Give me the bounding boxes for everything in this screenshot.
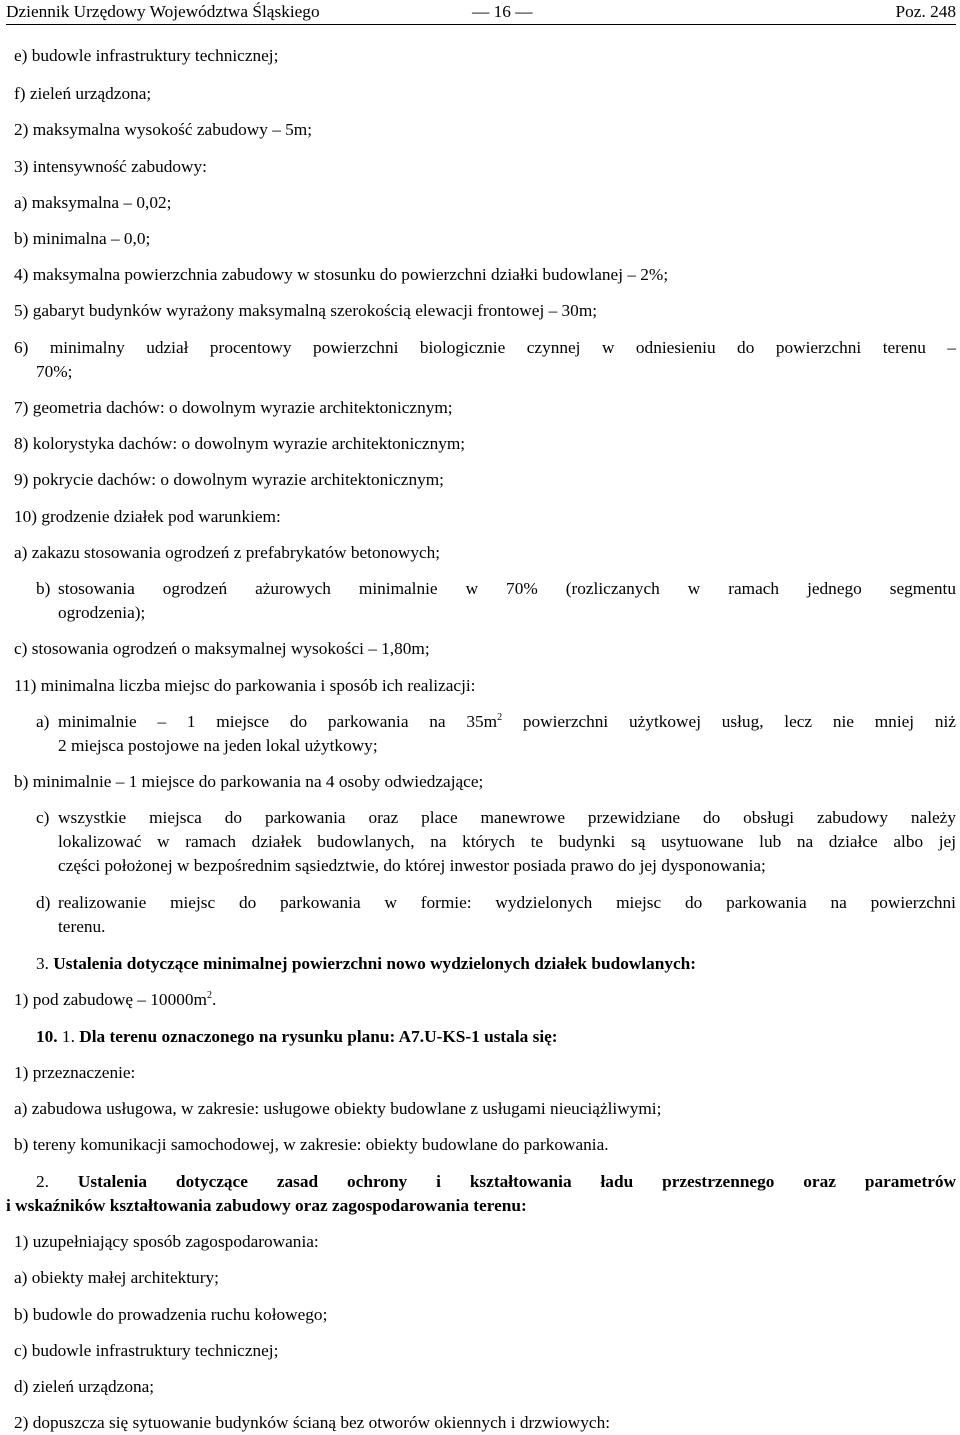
- paragraph-line: stosowania ogrodzeń ażurowych minimalnie w 70% (rozliczanych w ramach jednego segmentu: [58, 579, 956, 598]
- paragraph-line: realizowanie miejsc do parkowania w formie: wydzielonych miejsc do parkowania na powierzchni: [58, 893, 956, 912]
- item-label: d): [36, 893, 51, 912]
- paragraph-line: 2) dopuszcza się sytuowanie budynków ścianą bez otworów okiennych i drzwiowych:: [14, 1413, 611, 1432]
- paragraph-item-6: [14, 336, 956, 384]
- paragraph-line: b) minimalnie – 1 miejsce do parkowania na 4 osoby odwiedzające;: [14, 772, 484, 791]
- paragraph-item-b: [36, 577, 956, 625]
- paragraph-line: b) tereny komunikacji samochodowej, w zakresie: obiekty budowlane do parkowania.: [14, 1135, 609, 1154]
- paragraph-line: b) budowle do prowadzenia ruchu kołowego;: [14, 1305, 328, 1324]
- journal-title: Dziennik Urzędowy Województwa Śląskiego: [6, 2, 320, 21]
- paragraph-line: wszystkie miejsca do parkowania oraz place manewrowe przewidziane do obsługi zabudowy należy: [58, 808, 956, 827]
- paragraph-line: ogrodzenia);: [58, 603, 146, 622]
- page-number: — 16 —: [472, 2, 533, 21]
- section-heading: 10. 1. Dla terenu oznaczonego na rysunku planu: A7.U-KS-1 ustala się:: [36, 1027, 558, 1046]
- paragraph-line: d) zieleń urządzona;: [14, 1377, 155, 1396]
- paragraph-line: 5) gabaryt budynków wyrażony maksymalną szerokością elewacji frontowej – 30m;: [14, 301, 598, 320]
- paragraph-line: 7) geometria dachów: o dowolnym wyrazie architektonicznym;: [14, 398, 453, 417]
- paragraph-line: 2 miejsca postojowe na jeden lokal użytkowy;: [58, 736, 378, 755]
- section-heading: [6, 1170, 956, 1218]
- page-header: [6, 0, 956, 25]
- paragraph-line: 10) grodzenie działek pod warunkiem:: [14, 507, 281, 526]
- paragraph-line: 2. Ustalenia dotyczące zasad ochrony i kształtowania ładu przestrzennego oraz parametrów: [36, 1172, 957, 1191]
- paragraph-line: części położonej w bezpośrednim sąsiedztwie, do której inwestor posiada prawo do jej dysponowania;: [58, 856, 766, 875]
- paragraph-line: 70%;: [36, 362, 73, 381]
- paragraph-line: c) budowle infrastruktury technicznej;: [14, 1341, 279, 1360]
- item-text: [58, 710, 956, 758]
- paragraph-item-c: [36, 806, 956, 878]
- paragraph-line: 8) kolorystyka dachów: o dowolnym wyrazie architektonicznym;: [14, 434, 466, 453]
- paragraph-line: 1) przeznaczenie:: [14, 1063, 136, 1082]
- paragraph-line: f) zieleń urządzona;: [14, 84, 152, 103]
- paragraph-line: a) zakazu stosowania ogrodzeń z prefabrykatów betonowych;: [14, 543, 441, 562]
- paragraph-line: a) zabudowa usługowa, w zakresie: usługowe obiekty budowlane z usługami nieuciążliwymi;: [14, 1099, 662, 1118]
- paragraph-line: lokalizować w ramach działek budowlanych, na których te budynki są usytuowane lub na działce albo jej: [58, 832, 956, 851]
- paragraph-item-d: [36, 891, 956, 939]
- paragraph-line: minimalnie – 1 miejsce do parkowania na $35m^2$ powierzchni użytkowej usług, lecz nie mniej niż: [58, 712, 956, 731]
- paragraph-line: terenu.: [58, 917, 106, 936]
- paragraph-line: c) stosowania ogrodzeń o maksymalnej wysokości – 1,80m;: [14, 639, 430, 658]
- paragraph-line: 2) maksymalna wysokość zabudowy – 5m;: [14, 120, 313, 139]
- paragraph-item-a: [36, 710, 956, 758]
- paragraph-line: 3) intensywność zabudowy:: [14, 157, 207, 176]
- item-label: b): [36, 579, 51, 598]
- paragraph-line: 9) pokrycie dachów: o dowolnym wyrazie architektonicznym;: [14, 470, 444, 489]
- paragraph-line: a) maksymalna – 0,02;: [14, 193, 172, 212]
- paragraph-line: e) budowle infrastruktury technicznej;: [14, 46, 279, 65]
- section-heading: 3. Ustalenia dotyczące minimalnej powierzchni nowo wydzielonych działek budowlanych:: [36, 954, 697, 973]
- paragraph-line: 1) uzupełniający sposób zagospodarowania:: [14, 1232, 319, 1251]
- item-label: c): [36, 808, 50, 827]
- paragraph-line: 1) pod zabudowę – $10000m^2$.: [14, 990, 217, 1009]
- paragraph-line: 11) minimalna liczba miejsc do parkowania i sposób ich realizacji:: [14, 676, 476, 695]
- item-text: [58, 806, 956, 878]
- item-text: [58, 891, 956, 939]
- item-label: a): [36, 712, 50, 731]
- item-text: [58, 577, 956, 625]
- paragraph-line: a) obiekty małej architektury;: [14, 1268, 219, 1287]
- position-number: Poz. 248: [895, 2, 956, 21]
- paragraph-line: b) minimalna – 0,0;: [14, 229, 151, 248]
- paragraph-line: i wskaźników kształtowania zabudowy oraz zagospodarowania terenu:: [6, 1196, 527, 1215]
- paragraph-line: 4) maksymalna powierzchnia zabudowy w stosunku do powierzchni działki budowlanej – 2%;: [14, 265, 669, 284]
- paragraph-line: 6) minimalny udział procentowy powierzchni biologicznie czynnej w odniesieniu do powierzchni terenu –: [14, 338, 956, 357]
